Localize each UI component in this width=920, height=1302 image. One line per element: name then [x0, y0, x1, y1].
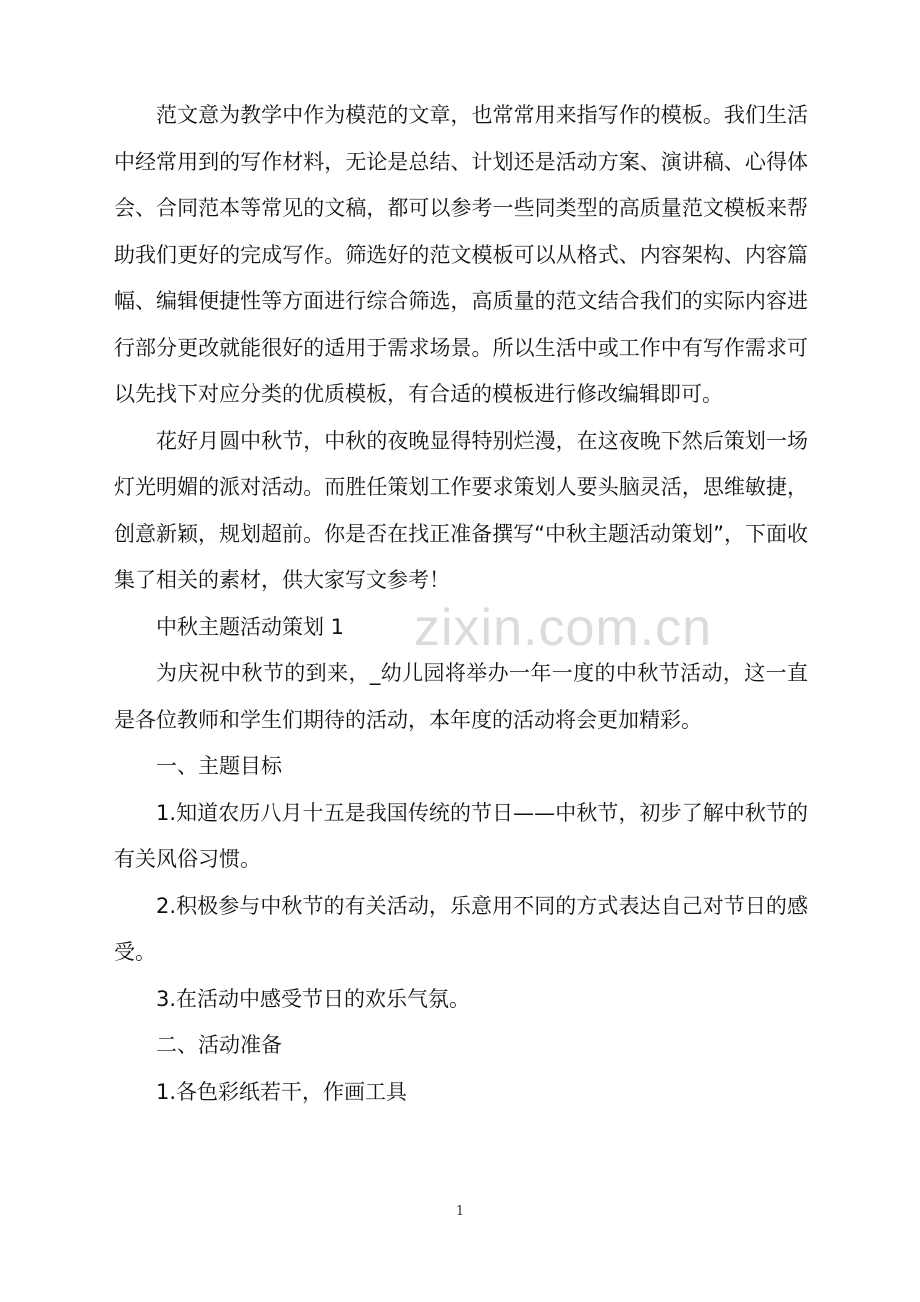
heading-goals: 一、主题目标: [156, 754, 282, 778]
section-title: 中秋主题活动策划 1: [156, 614, 345, 639]
page-number: 1: [455, 1204, 465, 1219]
context-paragraph: 花好月圆中秋节，中秋的夜晚显得特别烂漫，在这夜晚下然后策划一场灯光明媚的派对活动。而胜任策划工作要求策划人要头脑灵活，思维敏捷，创意新颖，规划超前。你是否在找正准备撰写“中秋主题活动策划”，下面收集了相关的素材，供大家写文参考！: [114, 428, 808, 592]
document-body: [114, 92, 808, 1115]
watermark: zixin.com.cn: [414, 599, 713, 657]
intro-paragraph: 范文意为教学中作为模范的文章，也常常用来指写作的模板。我们生活中经常用到的写作材料，无论是总结、计划还是活动方案、演讲稿、心得体会、合同范本等常见的文稿，都可以参考一些同类型的高质量范文模板来帮助我们更好的完成写作。筛选好的范文模板可以从格式、内容架构、内容篇幅、编辑便捷性等方面进行综合筛选，高质量的范文结合我们的实际内容进行部分更改就能很好的适用于需求场景。所以生活中或工作中有写作需求可以先找下对应分类的优质模板，有合适的模板进行修改编辑即可。: [114, 103, 808, 406]
opening-paragraph: 为庆祝中秋节的到来，_幼儿园将举办一年一度的中秋节活动，这一直是各位教师和学生们期待的活动，本年度的活动将会更加精彩。: [114, 661, 808, 732]
goal-item-2: 2.积极参与中秋节的有关活动，乐意用不同的方式表达自己对节日的感受。: [114, 893, 808, 964]
goal-item-1: 1.知道农历八月十五是我国传统的节日——中秋节，初步了解中秋节的有关风俗习惯。: [114, 800, 808, 871]
goal-item-3: 3.在活动中感受节日的欢乐气氛。: [156, 986, 471, 1011]
preparation-item-1: 1.各色彩纸若干，作画工具: [156, 1079, 408, 1104]
heading-preparation: 二、活动准备: [156, 1033, 282, 1057]
